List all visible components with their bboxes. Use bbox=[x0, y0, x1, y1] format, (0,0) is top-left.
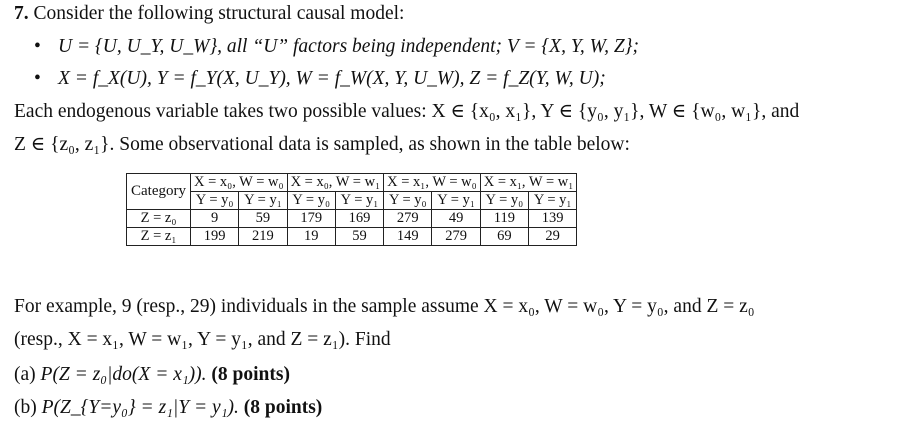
table-cell: 59 bbox=[239, 210, 287, 228]
example-line: (resp., X = x₁, W = w₁, Y = y₁, and Z = z₁). Find bbox=[14, 329, 391, 350]
table-cell: 149 bbox=[384, 228, 432, 246]
table-subheader-row bbox=[127, 192, 577, 210]
question-b bbox=[14, 396, 322, 420]
group-header: X = x₁, W = w₀ bbox=[384, 174, 481, 192]
table-cell: 279 bbox=[384, 210, 432, 228]
question-text: P(Z_{Y=y₀} = z₁|Y = y₁). bbox=[41, 397, 239, 418]
question-points: (8 points) bbox=[243, 397, 323, 418]
example-line: For example, 9 (resp., 29) individuals in the sample assume X = x₀, W = w₀, Y = y₀, and Z = z₀ bbox=[14, 296, 755, 317]
subheader-cell: Y = y₁ bbox=[432, 192, 480, 210]
table-cell: 199 bbox=[190, 228, 238, 246]
subheader-cell: Y = y₁ bbox=[335, 192, 383, 210]
table-cell: 9 bbox=[190, 210, 238, 228]
table-cell: 179 bbox=[287, 210, 335, 228]
question-a bbox=[14, 363, 290, 387]
group-header: X = x₀, W = w₀ bbox=[190, 174, 287, 192]
paragraph-line: Each endogenous variable takes two possible values: X ∈ {x₀, x₁}, Y ∈ {y₀, y₁}, W ∈ {w₀, w₁}, and bbox=[14, 101, 800, 122]
subheader-cell: Y = y₀ bbox=[287, 192, 335, 210]
question-text: P(Z = z₀|do(X = x₁)). bbox=[40, 364, 207, 385]
group-header: X = x₀, W = w₁ bbox=[287, 174, 384, 192]
table-header-row bbox=[127, 174, 577, 192]
bullet-icon: • bbox=[34, 36, 41, 57]
table-cell: 139 bbox=[529, 210, 577, 228]
table-cell: 69 bbox=[480, 228, 528, 246]
problem-intro: Consider the following structural causal model: bbox=[33, 3, 405, 24]
observation-table bbox=[126, 173, 577, 246]
problem-heading bbox=[14, 2, 404, 26]
row-label: Z = z₁ bbox=[127, 228, 191, 246]
table-row bbox=[127, 210, 577, 228]
problem-number: 7. bbox=[14, 3, 29, 24]
table-cell: 119 bbox=[480, 210, 528, 228]
bullet-text: X = f_X(U), Y = f_Y(X, U_Y), W = f_W(X, Y, U_W), Z = f_Z(Y, W, U); bbox=[58, 68, 606, 89]
table-cell: 219 bbox=[239, 228, 287, 246]
table-cell: 19 bbox=[287, 228, 335, 246]
paragraph-line: Z ∈ {z₀, z₁}. Some observational data is sampled, as shown in the table below: bbox=[14, 134, 630, 155]
bullet-item bbox=[34, 35, 639, 59]
table-corner-label: Category bbox=[127, 174, 191, 210]
table-cell: 29 bbox=[529, 228, 577, 246]
subheader-cell: Y = y₁ bbox=[529, 192, 577, 210]
bullet-icon: • bbox=[34, 68, 41, 89]
subheader-cell: Y = y₀ bbox=[190, 192, 238, 210]
bullet-text: U = {U, U_Y, U_W}, all “U” factors being independent; V = {X, Y, W, Z}; bbox=[58, 36, 639, 57]
group-header: X = x₁, W = w₁ bbox=[480, 174, 577, 192]
table-row bbox=[127, 228, 577, 246]
subheader-cell: Y = y₀ bbox=[384, 192, 432, 210]
table-cell: 59 bbox=[335, 228, 383, 246]
bullet-item bbox=[34, 67, 606, 91]
table-cell: 279 bbox=[432, 228, 480, 246]
question-label: (b) bbox=[14, 397, 37, 418]
subheader-cell: Y = y₁ bbox=[239, 192, 287, 210]
table-cell: 169 bbox=[335, 210, 383, 228]
question-label: (a) bbox=[14, 364, 36, 385]
question-points: (8 points) bbox=[211, 364, 290, 385]
subheader-cell: Y = y₀ bbox=[480, 192, 528, 210]
row-label: Z = z₀ bbox=[127, 210, 191, 228]
table-cell: 49 bbox=[432, 210, 480, 228]
